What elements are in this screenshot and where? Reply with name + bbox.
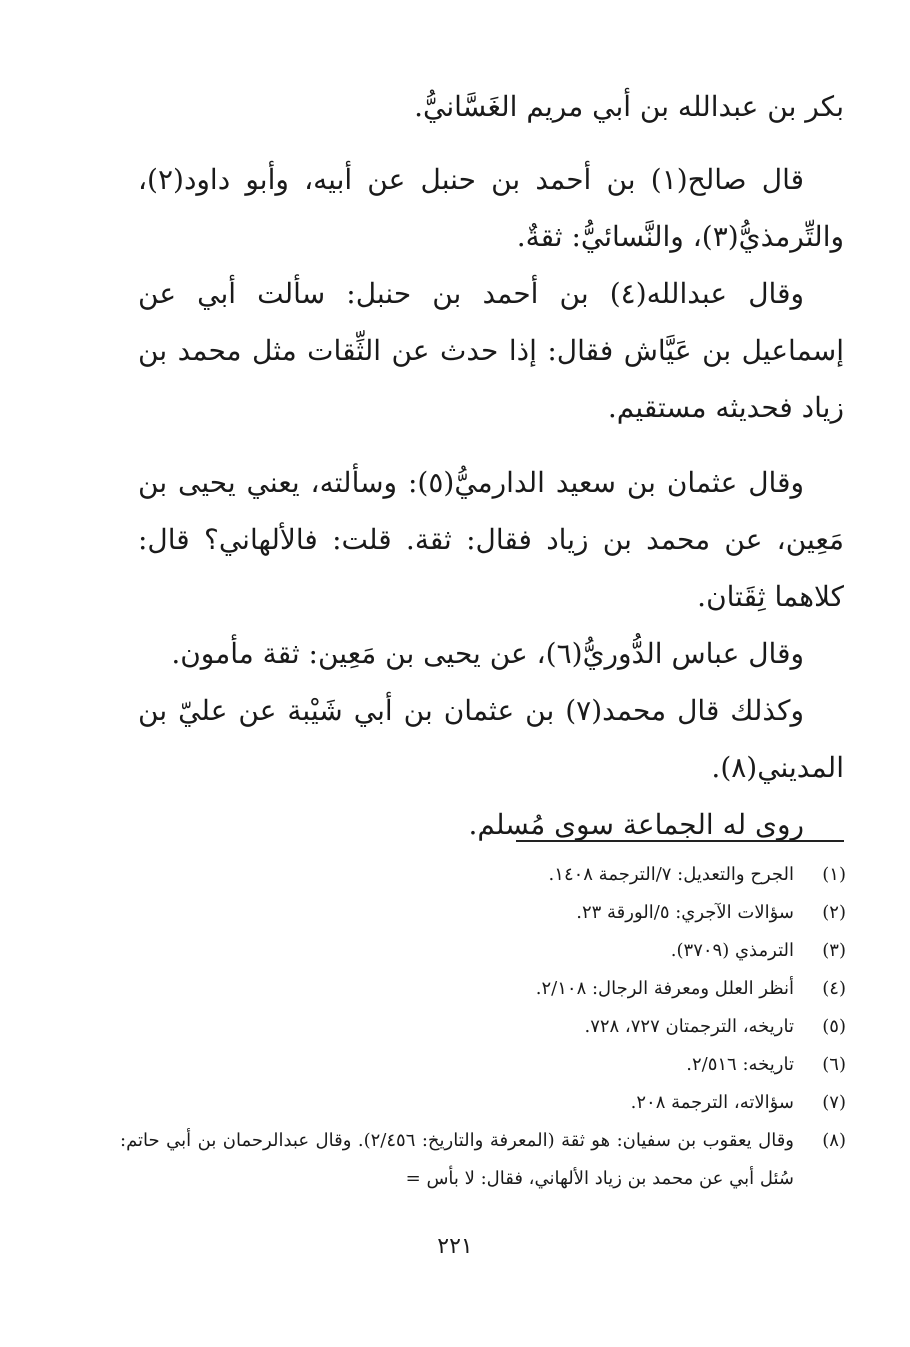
footnote-6 bbox=[120, 1046, 846, 1084]
footnote-text: الترمذي (٣٧٠٩). bbox=[670, 940, 794, 961]
paragraph-5: وقال عباس الدُّوريُّ(٦)، عن يحيى بن مَعِين: ثقة مأمون. bbox=[171, 637, 804, 670]
paragraph-1: بكر بن عبدالله بن أبي مريم الغَسَّانيُّ. bbox=[414, 90, 844, 123]
footnote-2 bbox=[120, 894, 846, 932]
footnote-text: سؤالات الآجري: ٥/الورقة ٢٣. bbox=[576, 902, 794, 923]
footnote-number: (٥) bbox=[822, 1016, 846, 1037]
footnote-text: تاريخه: ٢/٥١٦. bbox=[686, 1054, 794, 1075]
paragraph-2: قال صالح(١) بن أحمد بن حنبل عن أبيه، وأبو داود(٢)، والتِّرمذيُّ(٣)، والنَّسائيُّ: ثقةٌ. bbox=[138, 163, 844, 253]
footnote-4 bbox=[120, 970, 846, 1008]
footnote-number: (٧) bbox=[822, 1092, 846, 1113]
footnotes bbox=[120, 856, 846, 1198]
footnote-8 bbox=[120, 1122, 846, 1198]
footnote-number: (٢) bbox=[822, 902, 846, 923]
paragraph-7: روى له الجماعة سوى مُسلم. bbox=[468, 808, 804, 841]
paragraph-4: وقال عثمان بن سعيد الدارميُّ(٥): وسألته، يعني يحيى بن مَعِين، عن محمد بن زياد فقال: ثقة. قلت: فالألهاني؟ قال: كلاهما ثِقَتان. bbox=[138, 466, 844, 613]
footnote-3 bbox=[120, 932, 846, 970]
footnote-number: (٤) bbox=[822, 978, 846, 999]
footnote-text: الجرح والتعديل: ٧/الترجمة ١٤٠٨. bbox=[548, 864, 794, 885]
footnote-text: أنظر العلل ومعرفة الرجال: ٢/١٠٨. bbox=[535, 978, 794, 999]
footnote-text: سؤالاته، الترجمة ٢٠٨. bbox=[630, 1092, 794, 1113]
page-number: ٢٢١ bbox=[437, 1234, 473, 1259]
footnote-number: (٣) bbox=[822, 940, 846, 961]
main-text bbox=[138, 78, 844, 853]
footnote-separator bbox=[516, 840, 844, 842]
footnote-text: تاريخه، الترجمتان ٧٢٧، ٧٢٨. bbox=[584, 1016, 794, 1037]
paragraph-6: وكذلك قال محمد(٧) بن عثمان بن أبي شَيْبة عن عليّ بن المديني(٨). bbox=[138, 694, 844, 784]
footnote-1 bbox=[120, 856, 846, 894]
paragraph-3: وقال عبدالله(٤) بن أحمد بن حنبل: سألت أبي عن إسماعيل بن عَيَّاش فقال: إذا حدث عن الثِّقات مثل محمد بن زياد فحديثه مستقيم. bbox=[138, 277, 844, 424]
footnote-5 bbox=[120, 1008, 846, 1046]
footnote-text: وقال يعقوب بن سفيان: هو ثقة (المعرفة والتاريخ: ٢/٤٥٦). وقال عبدالرحمان بن أبي حاتم: سُئل أبي عن محمد بن زياد الألهاني، فقال: لا بأس = bbox=[120, 1130, 794, 1189]
footnote-number: (١) bbox=[822, 864, 846, 885]
footnote-number: (٨) bbox=[822, 1130, 846, 1151]
footnote-7 bbox=[120, 1084, 846, 1122]
footnote-number: (٦) bbox=[822, 1054, 846, 1075]
